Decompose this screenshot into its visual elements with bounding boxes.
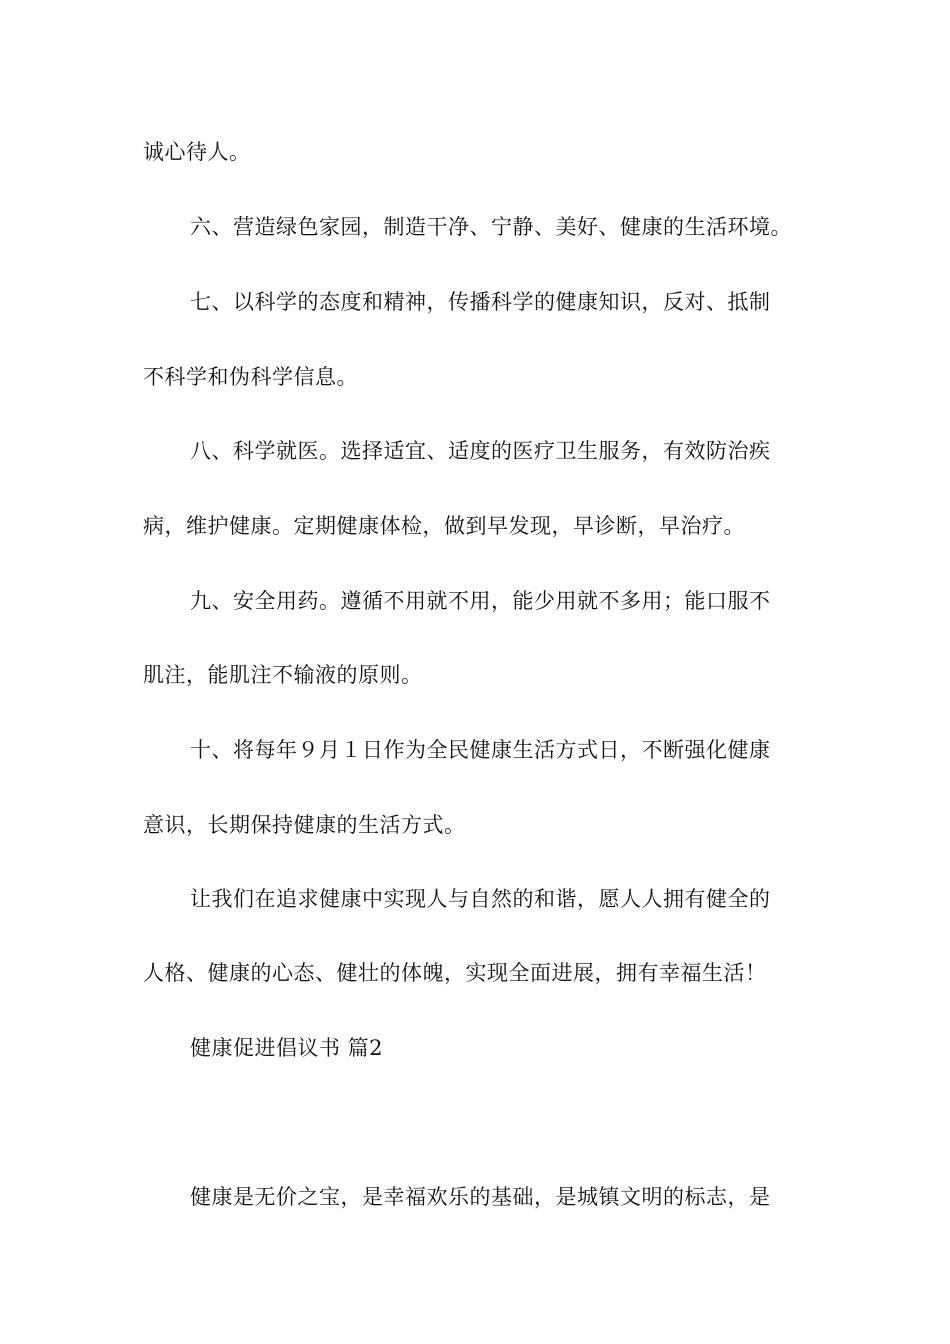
text-line: 病，维护健康。定期健康体检，做到早发现，早诊断，早治疗。 [143, 514, 745, 538]
text-line: 不科学和伪科学信息。 [143, 365, 358, 389]
text-line: 九、安全用药。遵循不用就不用，能少用就不多用；能口服不 [190, 589, 771, 613]
text-line: 八、科学就医。选择适宜、适度的医疗卫生服务，有效防治疾 [190, 439, 771, 463]
text-line: 意识，长期保持健康的生活方式。 [143, 813, 466, 837]
text-line: 让我们在追求健康中实现人与自然的和谐，愿人人拥有健全的 [190, 887, 771, 911]
text-line: 人格、健康的心态、健壮的体魄，实现全面进展，拥有幸福生活！ [143, 961, 767, 985]
text-line: 七、以科学的态度和精神，传播科学的健康知识，反对、抵制 [190, 290, 771, 314]
section-heading: 健康促进倡议书 篇2 [190, 1036, 384, 1060]
text-line: 肌注，能肌注不输液的原则。 [143, 663, 423, 687]
text-line: 诚心待人。 [143, 140, 251, 164]
text-line: 六、营造绿色家园，制造干净、宁静、美好、健康的生活环境。 [190, 215, 792, 239]
text-line: 十、将每年９月１日作为全民健康生活方式日，不断强化健康 [190, 738, 771, 762]
text-line: 健康是无价之宝，是幸福欢乐的基础，是城镇文明的标志，是 [190, 1185, 771, 1209]
